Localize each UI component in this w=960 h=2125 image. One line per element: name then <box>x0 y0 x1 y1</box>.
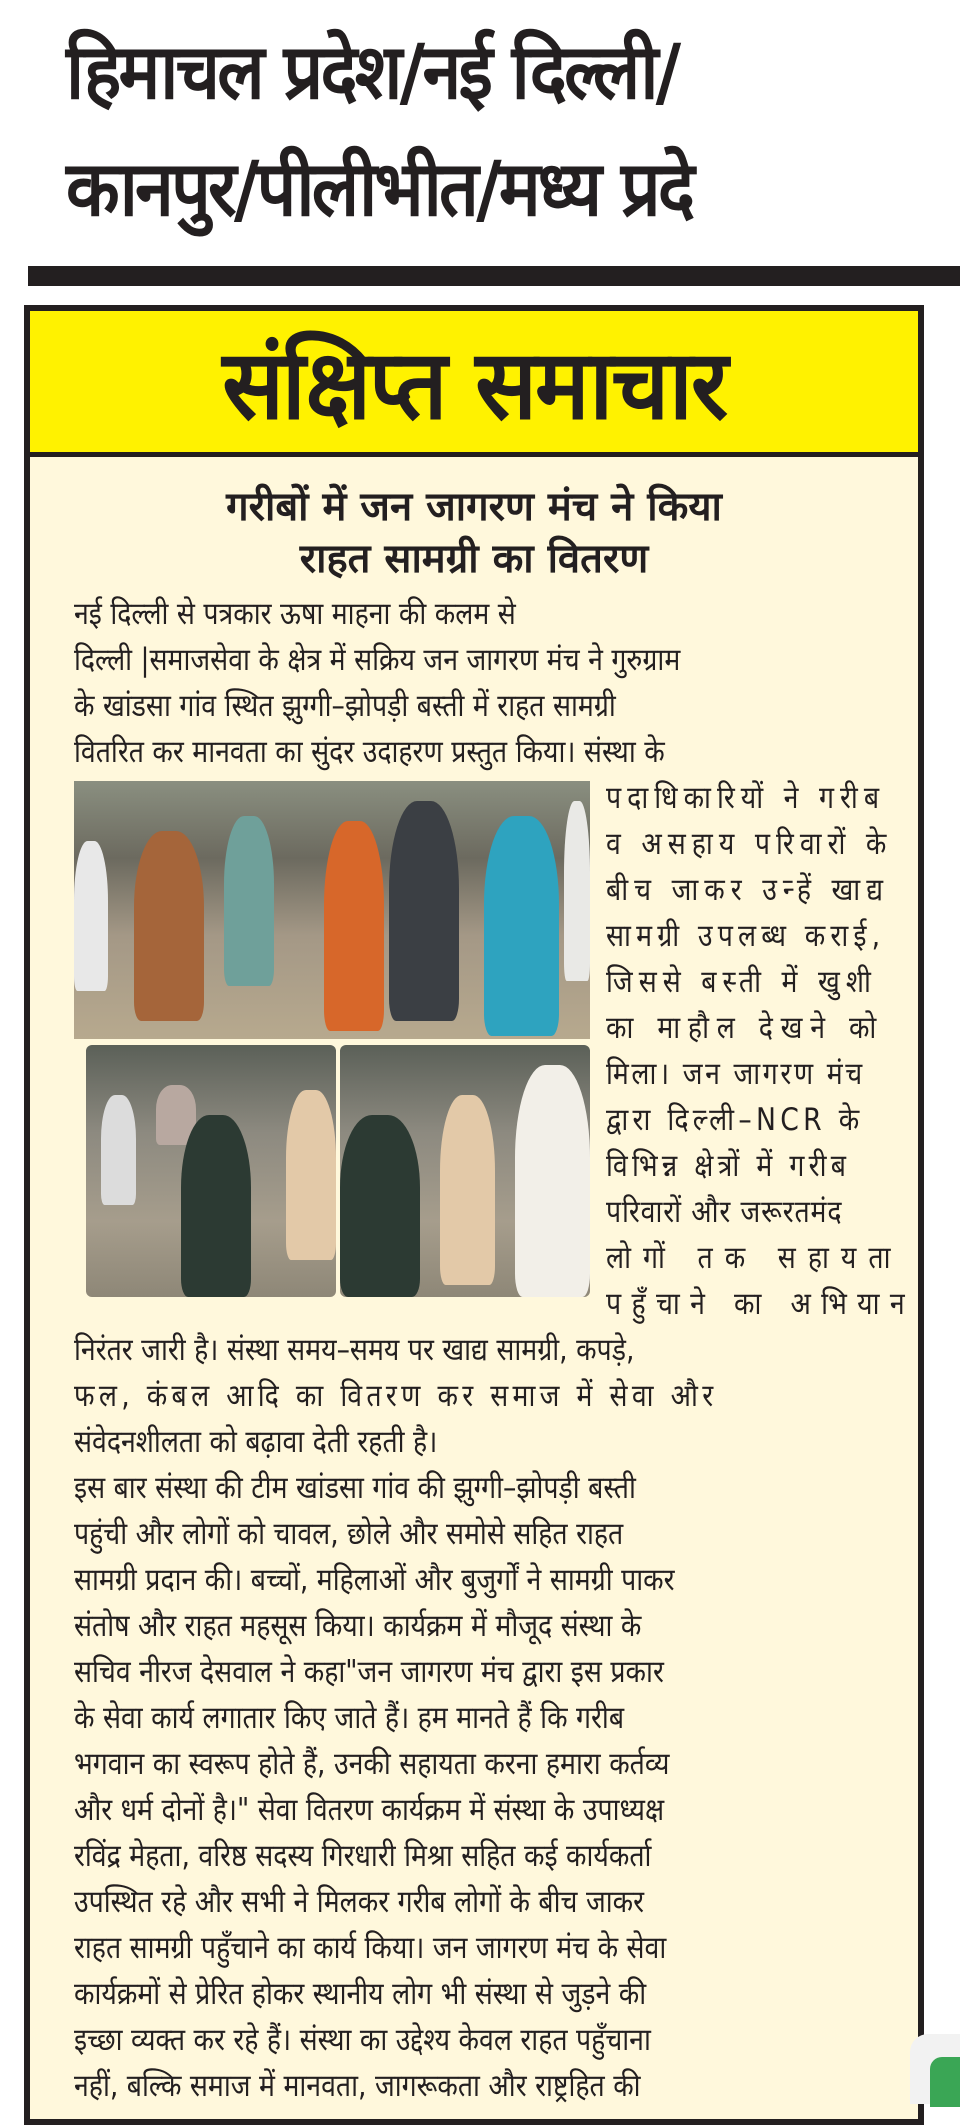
floating-action-widget[interactable] <box>910 2034 960 2104</box>
body-line: इच्छा व्यक्त कर रहे हैं। संस्था का उद्देश्य केवल राहत पहुँचाना <box>74 2022 651 2058</box>
masthead-line-2: कानपुर/पीलीभीत/मध्य प्रदे <box>66 144 693 233</box>
body-line: मिला। जन जागरण मंच <box>606 1056 865 1092</box>
body-line: लोगों तक सहायता <box>606 1240 903 1276</box>
body-line: बीच जाकर उन्हें खाद्य <box>606 872 890 908</box>
article-byline: नई दिल्ली से पत्रकार ऊषा माहना की कलम से <box>74 596 516 632</box>
body-line: राहत सामग्री पहुँचाने का कार्य किया। जन जागरण मंच के सेवा <box>74 1930 667 1966</box>
crowd-at-slum-photo <box>74 781 590 1039</box>
body-line: सचिव नीरज देसवाल ने कहा"जन जागरण मंच द्वारा इस प्रकार <box>74 1654 664 1690</box>
body-line: परिवारों और जरूरतमंद <box>606 1194 843 1230</box>
body-line: रविंद्र मेहता, वरिष्ठ सदस्य गिरधारी मिश्रा सहित कई कार्यकर्ता <box>74 1838 652 1874</box>
section-title: संक्षिप्त समाचार <box>221 328 727 441</box>
green-action-icon[interactable] <box>930 2057 960 2107</box>
headline-line-1: गरीबों में जन जागरण मंच ने किया <box>226 483 722 530</box>
masthead-divider <box>28 266 960 286</box>
section-header-band <box>30 311 918 457</box>
body-line: दिल्ली |समाजसेवा के क्षेत्र में सक्रिय जन जागरण मंच ने गुरुग्राम <box>74 642 681 678</box>
body-line: और धर्म दोनों है।" सेवा वितरण कार्यक्रम में संस्था के उपाध्यक्ष <box>74 1792 665 1828</box>
relief-distribution-photo-right <box>340 1045 590 1297</box>
body-line: व असहाय परिवारों के <box>606 826 893 862</box>
body-line: सामग्री उपलब्ध कराई, <box>606 918 886 954</box>
body-line: के खांडसा गांव स्थित झुग्गी–झोपड़ी बस्ती में राहत सामग्री <box>74 688 616 724</box>
body-line: भगवान का स्वरूप होते हैं, उनकी सहायता करना हमारा कर्तव्य <box>74 1746 670 1782</box>
body-line: इस बार संस्था की टीम खांडसा गांव की झुग्गी–झोपड़ी बस्ती <box>74 1470 636 1506</box>
body-line: द्वारा दिल्ली–NCR के <box>606 1102 864 1138</box>
news-brief-box <box>24 305 924 2125</box>
body-line: निरंतर जारी है। संस्था समय–समय पर खाद्य सामग्री, कपड़े, <box>74 1332 635 1368</box>
body-line: पहुँचाने का अभियान <box>606 1286 915 1322</box>
body-line: संवेदनशीलता को बढ़ावा देती रहती है। <box>74 1424 438 1460</box>
body-line: कार्यक्रमों से प्रेरित होकर स्थानीय लोग भी संस्था से जुड़ने की <box>74 1976 647 2012</box>
body-line: जिससे बस्ती में खुशी <box>606 964 877 1000</box>
body-line: वितरित कर मानवता का सुंदर उदाहरण प्रस्तुत किया। संस्था के <box>74 734 665 770</box>
masthead <box>0 0 960 260</box>
body-line: का माहौल देखने को <box>606 1010 885 1046</box>
body-line: नहीं, बल्कि समाज में मानवता, जागरूकता और राष्ट्रहित की <box>74 2068 641 2104</box>
article-headline <box>30 481 918 585</box>
body-line: पहुंची और लोगों को चावल, छोले और समोसे सहित राहत <box>74 1516 624 1552</box>
photo-collage <box>74 781 590 1297</box>
body-line: विभिन्न क्षेत्रों में गरीब <box>606 1148 851 1184</box>
body-line: उपस्थित रहे और सभी ने मिलकर गरीब लोगों के बीच जाकर <box>74 1884 645 1920</box>
body-line: पदाधिकारियों ने गरीब <box>606 780 886 816</box>
body-line: सामग्री प्रदान की। बच्चों, महिलाओं और बुजुर्गों ने सामग्री पाकर <box>74 1562 675 1598</box>
masthead-line-1: हिमाचल प्रदेश/नई दिल्ली/ <box>66 27 679 116</box>
body-line: फल, कंबल आदि का वितरण कर समाज में सेवा और <box>74 1378 718 1414</box>
headline-line-2: राहत सामग्री का वितरण <box>299 535 649 582</box>
body-line: के सेवा कार्य लगातार किए जाते हैं। हम मानते हैं कि गरीब <box>74 1700 625 1736</box>
relief-distribution-photo-left <box>86 1045 336 1297</box>
body-line: संतोष और राहत महसूस किया। कार्यक्रम में मौजूद संस्था के <box>74 1608 642 1644</box>
